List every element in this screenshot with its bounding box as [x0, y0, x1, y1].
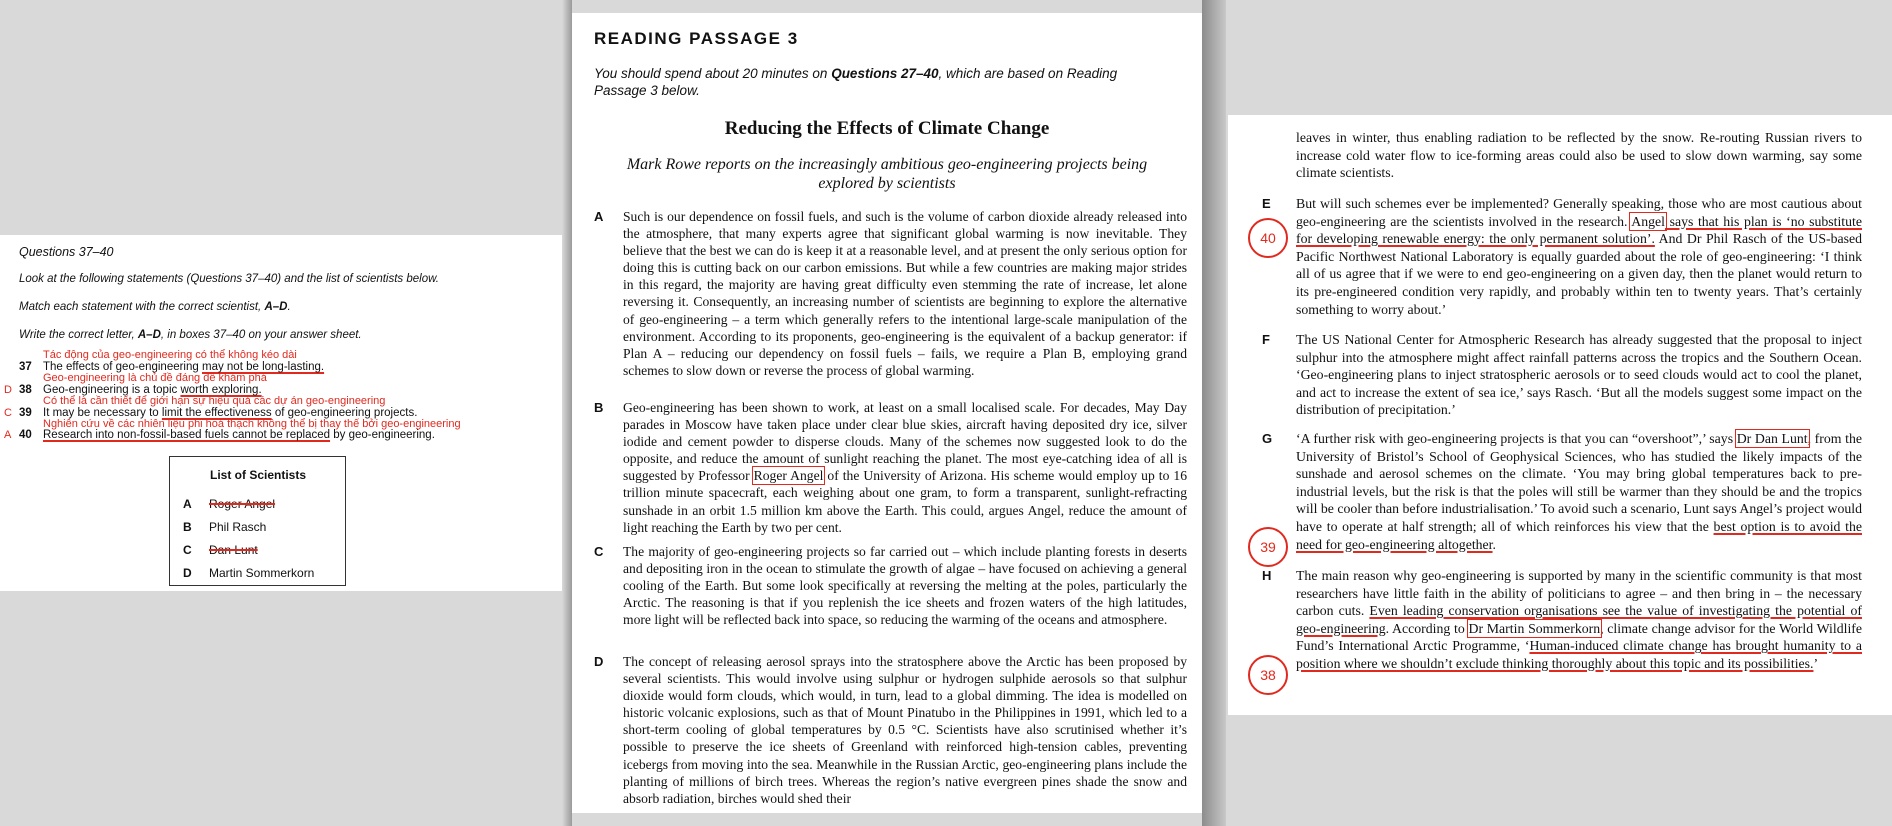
list-of-scientists-box: [169, 456, 346, 586]
answer-circle-38: 38: [1248, 655, 1288, 695]
paragraph-b: Geo-engineering has been shown to work, at least on a small localised scale. For decades, May Day parades in Moscow have taken place under clear blue skies, aircraft having deposited dry ice, silver iodide and cement powder to disperse clouds. Many of the schemes now suggested look to do the opposite, and reduce the amount of sunlight reaching the planet. The most eye-catching idea of all is suggested by Professor Roger Angel of the University of Arizona. His scheme would employ up to 16 trillion minute spacecraft, each weighing about one gram, to form a transparent, sunlight-refracting sunshade in an orbit 1.5 million km above the Earth. This could, argues Angel, reduce the amount of light reaching the Earth by two per cent.: [623, 400, 1188, 535]
passage-subtitle: Mark Rowe reports on the increasingly ambitious geo-engineering projects being explored by scientists: [626, 156, 1148, 192]
instruction-1: Look at the following statements (Questions 37–40) and the list of scientists below.: [19, 273, 439, 285]
paragraph-h: The main reason why geo-engineering is supported by many in the scientific community is that most researchers have little faith in the ability of politicians to agree – and then bring in – the necessary carbon cuts. Even leading conservation organisations see the value of investigating the potential of geo-engineering. According to Dr Martin Sommerkorn, climate change advisor for the World Wildlife Fund’s International Arctic Programme, ‘Human-induced climate change has brought humanity to a position where we shouldn’t exclude thinking thoroughly about this topic and its possibilities.’: [1296, 568, 1862, 671]
question-number-38: 38: [19, 384, 32, 396]
passage-instruction: You should spend about 20 minutes on Questions 27–40, which are based on Reading Passage 3 below.: [594, 66, 1118, 98]
continued-text: leaves in winter, thus enabling radiation to be reflected by the snow. Re-routing Russian rivers to increase cold water flow to ice-forming areas could also be used to slow down warming, say some climate scientists.: [1296, 130, 1862, 181]
answer-39: C: [4, 407, 12, 419]
question-38: Geo-engineering is a topic worth exploring.: [43, 384, 262, 396]
para-label-a: A: [594, 209, 604, 224]
passage-page: [572, 13, 1202, 813]
scientist-row-d: D Martin Sommerkorn: [183, 566, 315, 580]
paragraph-d: The concept of releasing aerosol sprays into the stratosphere above the Arctic has been proposed by several scientists. This would involve using sulphur or hydrogen sulphide aerosols so that sulphur dioxide would form clouds, which would, in turn, lead to a global dimming. The idea is modelled on historic volcanic explosions, such as that of Mount Pinatubo in the Philippines in 1991, which led to a short-term cooling of global temperatures by 0.5 °C. Scientists have also scrutinised whether it’s possible to preserve the ice sheets of Greenland with reinforced high-tension cables, preventing icebergs from moving into the sea. Meanwhile in the Russian Arctic, geo-engineering plans include the planting of millions of birch trees. Whereas the region’s native evergreen pines shade the snow and absorb radiation, birches would shed their: [623, 654, 1187, 806]
instruction-3: Write the correct letter, A–D, in boxes 37–40 on your answer sheet.: [19, 329, 362, 341]
questions-heading: Questions 37–40: [19, 245, 114, 259]
question-number-39: 39: [19, 407, 32, 419]
note-37: Tác động của geo-engineering có thể không kéo dài: [43, 349, 297, 361]
gutter-right: [1202, 0, 1226, 826]
paragraph-c: The majority of geo-engineering projects so far carried out – which include planting forests in deserts and depositing iron in the ocean to stimulate the growth of algae – have focused on achieving a general cooling of the Earth. But some look specifically at reversing the melting at the poles, particularly the Arctic. The reasoning is that if you replenish the ice sheets and frozen waters of the high latitudes, more light will be reflected back into space, so reducing the warming of the oceans and atmosphere.: [623, 544, 1187, 628]
para-label-d: D: [594, 654, 604, 669]
paragraph-a: Such is our dependence on fossil fuels, and such is the volume of carbon dioxide already released into the atmosphere, that many experts agree that significant global warming is now inevitable. They believe that the best we can do is keep it at a reasonable level, and at present the only serious option for doing this is cutting back on our carbon emissions. But while a few countries are making major strides in this regard, the majority are having great difficulty even stemming the rate of increase, let alone reversing it. Consequently, an increasing number of scientists are beginning to explore the alternative of geo-engineering – a term which generally refers to the intentional large-scale manipulation of the environment. According to its proponents, geo-engineering is the equivalent of a backup generator: if Plan A – reducing our dependency on fossil fuels – fails, we require a Plan B, employing grand schemes to slow down or reverse the process of global warming.: [623, 209, 1187, 378]
continued-page: [1228, 115, 1892, 715]
scientist-row-c: C Dan Lunt: [183, 543, 258, 557]
para-label-f: F: [1262, 332, 1270, 347]
gutter-left: [562, 0, 572, 826]
paragraph-g: ‘A further risk with geo-engineering projects is that you can “overshoot”,’ says Dr Dan Lunt, from the University of Bristol’s School of Geophysical Sciences, who has studied the likely impacts of the sunshade and aerosol schemes on the climate. ‘You may bring global temperatures back to pre-industrial levels, but the risk is that the poles will still be warmer than they should be and the tropics will be cooler than before industrialisation.’ To avoid such a scenario, Lunt says Angel’s project would have to operate at half strength; all of which reinforces his view that the best option is to avoid the need for geo-engineering altogether.: [1296, 431, 1862, 552]
highlight-dan-lunt: Dr Dan Lunt: [1736, 431, 1808, 446]
passage-header: READING PASSAGE 3: [594, 29, 799, 48]
note-39: Có thể là cần thiết để giới hạn sự hiệu quả các dự án geo-engineering: [43, 395, 386, 407]
answer-circle-40: 40: [1248, 218, 1288, 258]
question-39: It may be necessary to limit the effectiveness of geo-engineering projects.: [43, 407, 418, 419]
paragraph-e: But will such schemes ever be implemented? Generally speaking, those who are most cautious about geo-engineering are the scientists involved in the research. Angel says that his plan is ‘no substitute for developing renewable energy: the only permanent solution’. And Dr Phil Rasch of the US-based Pacific Northwest National Laboratory is equally guarded about the role of geo-engineering: ‘I think all of us agree that if we were to end geo-engineering on a given day, then the planet would return to its pre-engineered condition very rapidly, and probably within ten to twenty years. That’s certainly something to worry about.’: [1296, 196, 1862, 317]
para-label-h: H: [1262, 568, 1272, 583]
highlight-martin-sommerkorn: Dr Martin Sommerkorn: [1468, 620, 1601, 636]
para-label-g: G: [1262, 431, 1273, 446]
passage-title: Reducing the Effects of Climate Change: [724, 118, 1050, 139]
note-38: Geo-engineering là chủ đề đáng để khám phá: [43, 372, 267, 384]
scientist-row-a: A Roger Angel: [183, 497, 276, 511]
question-number-40: 40: [19, 429, 32, 441]
highlight-roger-angel: Roger Angel: [753, 468, 824, 484]
para-label-b: B: [594, 400, 604, 415]
scientist-row-b: B Phil Rasch: [183, 520, 267, 534]
answer-40: A: [4, 429, 12, 441]
highlight-angel: Angel: [1631, 213, 1665, 229]
question-40: Research into non-fossil-based fuels cannot be replaced by geo-engineering.: [43, 429, 435, 441]
scientists-title: List of Scientists: [210, 468, 307, 482]
questions-panel: [0, 235, 570, 591]
para-label-e: E: [1262, 196, 1271, 211]
note-40: Nghiên cứu về các nhiên liệu phi hoá thạch không thể bị thay thế bởi geo-engineering: [43, 418, 461, 430]
question-number-37: 37: [19, 361, 32, 373]
paragraph-f: The US National Center for Atmospheric Research has already suggested that the proposal to inject sulphur into the atmosphere might affect rainfall patterns across the tropics and the Southern Ocean. ‘Geo-engineering plans to inject stratospheric aerosols or to seed clouds would act to cool the planet, and act to increase the extent of sea ice,’ says Rasch. ‘But all the models suggest some impact on the distribution of precipitation.’: [1296, 332, 1862, 418]
question-37: The effects of geo-engineering may not be long-lasting.: [43, 361, 325, 373]
answer-38: D: [4, 384, 12, 396]
instruction-2: Match each statement with the correct scientist, A–D.: [19, 301, 291, 313]
para-label-c: C: [594, 544, 604, 559]
answer-circle-39: 39: [1248, 527, 1288, 567]
